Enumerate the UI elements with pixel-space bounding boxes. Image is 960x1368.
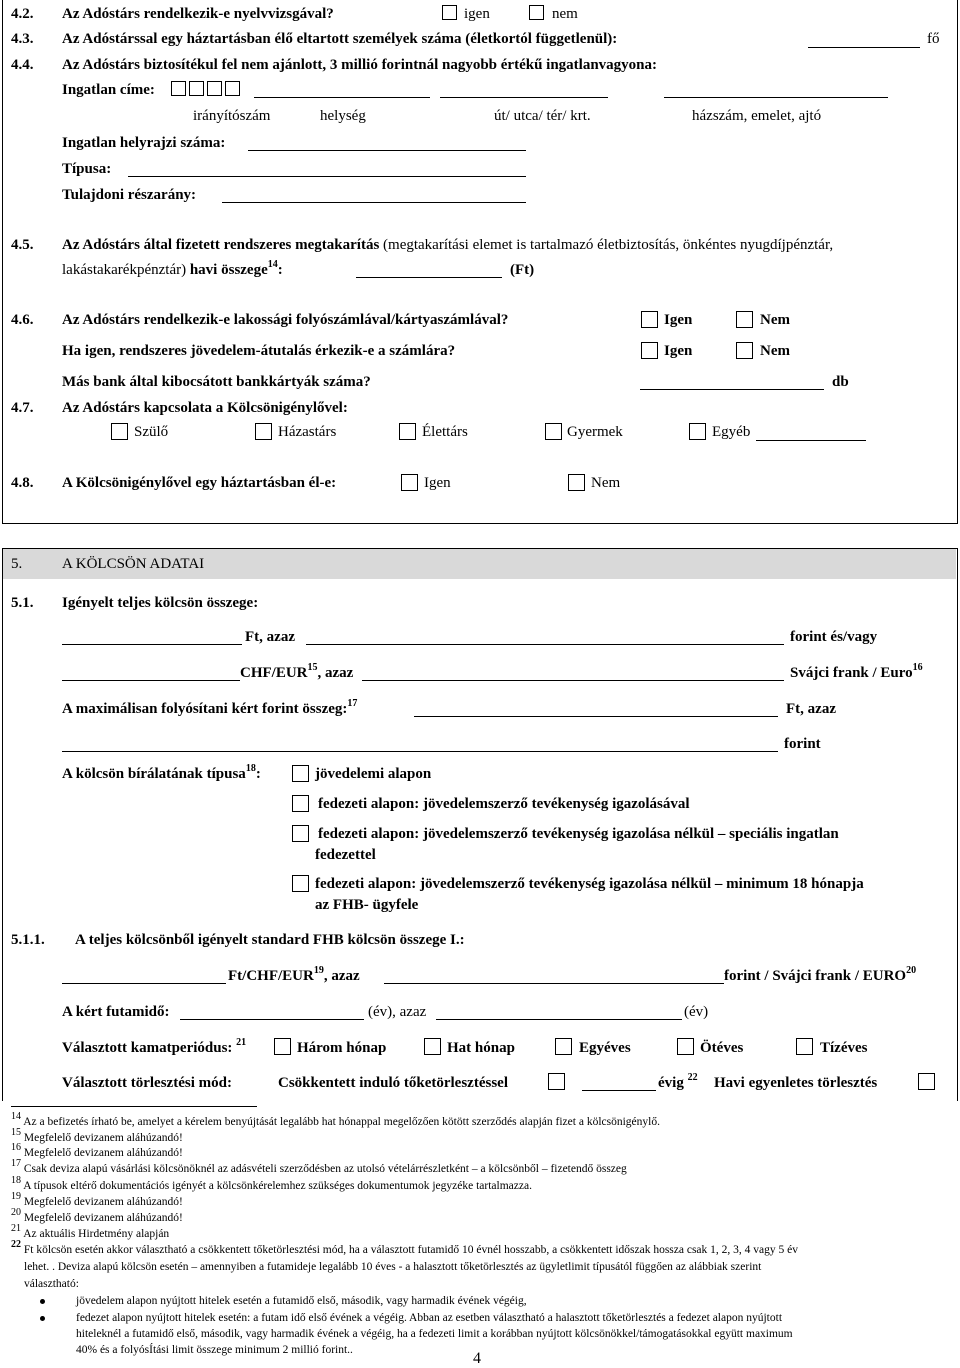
bullet-2-dot (40, 1316, 45, 1321)
q45-line1: Az Adóstárs által fizetett rendszeres megtakarítás (megtakarítási elemet is tartalmazó életbiztosítás, önkéntes nyugdíjpénztár, (62, 237, 834, 253)
bullet-1: jövedelem alapon nyújtott hitelek esetén a futamidő első, második, vagy harmadik évének végéig, (76, 1295, 527, 1307)
eval-collateral-client-label-2: az FHB- ügyfele (315, 897, 419, 913)
period-6m-checkbox[interactable] (424, 1038, 441, 1055)
eval-collateral-special-label-2: fedezettel (315, 847, 376, 863)
bullet-1-dot (40, 1299, 45, 1304)
q48-no-checkbox[interactable] (568, 474, 585, 491)
footnote-separator (11, 1106, 257, 1107)
rel-other-checkbox[interactable] (689, 423, 706, 440)
rel-parent-checkbox[interactable] (111, 423, 128, 440)
lot-input-line[interactable] (248, 150, 526, 151)
q46c-unit: db (832, 374, 849, 390)
footnote-18: $^{18}$ A típusok eltérő dokumentációs igényét a kölcsönkérelemhez szükséges dokumentumok jegyzéke tartalmazza. (11, 1175, 532, 1192)
std-amount-words-line[interactable] (384, 983, 724, 984)
eval-collateral-client-checkbox[interactable] (292, 875, 309, 892)
repay-years-input-line[interactable] (582, 1090, 656, 1091)
q51-number: 5.1. (11, 595, 34, 611)
q44-label: Az Adóstárs biztosítékul fel nem ajánlott, 3 millió forintnál nagyobb értékű ingatlanvagyona: (62, 57, 658, 73)
period-3m-label: Három hónap (297, 1040, 387, 1056)
repay-until-label: évig $^{22}$ (658, 1072, 698, 1091)
footnote-17: $^{17}$ Csak deviza alapú vásárlási kölcsönöknél az adásvételi szerződésben az utolsó vételárrészletként – a kölcsönből – fizetendő összeg (11, 1158, 627, 1175)
city-caption: helység (320, 108, 366, 124)
q47-label: Az Adóstárs kapcsolata a Kölcsönigénylővel: (62, 400, 348, 416)
repay-equal-checkbox[interactable] (918, 1073, 935, 1090)
address-label: Ingatlan címe: (62, 82, 155, 98)
share-input-line[interactable] (222, 202, 526, 203)
section-5-number: 5. (11, 556, 23, 572)
bullet-2: fedezet alapon nyújtott hitelek esetén: a futam idő első évének a végéig. Abban az esetben választható a halasztott tőketörlesztés a fedezet alapon nyújtott (76, 1312, 783, 1324)
q43-input-line[interactable] (808, 47, 920, 48)
q46b-yes-checkbox[interactable] (641, 342, 658, 359)
eval-collateral-special-label: fedezeti alapon: jövedelemszerző tevékenység igazolása nélkül – speciális ingatlan (318, 826, 839, 842)
footnote-15: $^{15}$ Megfelelő devizanem aláhúzandó! (11, 1127, 183, 1144)
eval-type-label: A kölcsön bírálatának típusa$^{18}$: (62, 763, 261, 782)
q48-yes-label: Igen (424, 475, 451, 491)
type-input-line[interactable] (128, 176, 526, 177)
q42-number: 4.2. (11, 6, 34, 22)
q45-line2: lakástakarékpénztár) havi összege$^{14}$: (62, 259, 283, 278)
q43-number: 4.3. (11, 31, 34, 47)
q46-yes-label: Igen (664, 312, 693, 328)
period-3m-checkbox[interactable] (274, 1038, 291, 1055)
period-5y-checkbox[interactable] (677, 1038, 694, 1055)
repay-label: Választott törlesztési mód: (62, 1075, 232, 1091)
q45-unit: (Ft) (510, 262, 535, 278)
rel-child-checkbox[interactable] (545, 423, 562, 440)
eval-collateral-special-checkbox[interactable] (292, 825, 309, 842)
zip-digit-1[interactable] (171, 81, 186, 96)
std-amount-words-unit: forint / Svájci frank / EURO$^{20}$ (724, 965, 917, 984)
rel-spouse-checkbox[interactable] (255, 423, 272, 440)
type-label: Típusa: (62, 161, 112, 177)
share-label: Tulajdoni részarány: (62, 187, 197, 203)
term-words-line[interactable] (436, 1019, 682, 1020)
house-input-line[interactable] (664, 97, 888, 98)
rel-child-label: Gyermek (567, 424, 623, 440)
max-amount-unit: Ft, azaz (786, 701, 836, 717)
rel-other-input-line[interactable] (756, 440, 866, 441)
amount-huf-words-line[interactable] (306, 644, 784, 645)
rel-parent-label: Szülő (134, 424, 169, 440)
repay-equal-label: Havi egyenletes törlesztés (714, 1075, 878, 1091)
bullet-2-line3: 40% és a folyósÍtási limit összege minimum 2 millió forint.. (76, 1344, 353, 1356)
q42-label: Az Adóstárs rendelkezik-e nyelvvizsgával? (62, 6, 334, 22)
zip-digit-2[interactable] (189, 81, 204, 96)
term-unit: (év), azaz (368, 1004, 427, 1020)
footnote-19: $^{19}$ Megfelelő devizanem aláhúzandó! (11, 1191, 183, 1208)
q42-yes-checkbox[interactable] (442, 5, 457, 20)
q44-number: 4.4. (11, 57, 34, 73)
q46b-no-label: Nem (760, 343, 790, 359)
q51-label: Igényelt teljes kölcsön összege: (62, 595, 259, 611)
q46b-label: Ha igen, rendszeres jövedelem-átutalás érkezik-e a számlára? (62, 343, 456, 359)
term-words-unit: (év) (684, 1004, 709, 1020)
q48-label: A Kölcsönigénylővel egy háztartásban él-e: (62, 475, 337, 491)
q45-number: 4.5. (11, 237, 34, 253)
amount-fx-words-line[interactable] (362, 680, 784, 681)
q42-yes-label: igen (464, 6, 490, 22)
q46b-no-checkbox[interactable] (736, 342, 753, 359)
house-caption: házszám, emelet, ajtó (692, 108, 822, 124)
lot-label: Ingatlan helyrajzi száma: (62, 135, 226, 151)
q43-unit: fő (927, 31, 940, 47)
std-amount-input-line[interactable] (62, 983, 226, 984)
footnote-22-line2: lehet. . Deviza alapú kölcsön esetén – amennyiben a futamideje legalább 10 éves - a halasztott tőketörlesztés az ügyletlimit típusától függően az alábbiak szerint (24, 1261, 762, 1273)
q46c-input-line[interactable] (640, 389, 824, 390)
footnote-20: $^{20}$ Megfelelő devizanem aláhúzandó! (11, 1207, 183, 1224)
period-5y-label: Ötéves (700, 1040, 744, 1056)
footnote-22-line3: választható: (24, 1278, 79, 1290)
period-10y-label: Tízéves (820, 1040, 868, 1056)
term-input-line[interactable] (180, 1019, 364, 1020)
q511-label: A teljes kölcsönből igényelt standard FHB kölcsön összege I.: (75, 932, 465, 948)
max-amount-label: A maximálisan folyósítani kért forint összeg:$^{17}$ (62, 698, 358, 717)
eval-income-checkbox[interactable] (292, 765, 309, 782)
period-10y-checkbox[interactable] (796, 1038, 813, 1055)
bullet-2-line2: hiteleknél a futamidő első, második, vagy harmadik évének a végéig, ha a fedezeti limit a korábban nyújtott kölcsönökkel/támogatásokkal együtt maximum (76, 1328, 793, 1340)
q46b-yes-label: Igen (664, 343, 693, 359)
amount-fx-unit: CHF/EUR$^{15}$, azaz (240, 662, 354, 681)
q47-number: 4.7. (11, 400, 34, 416)
amount-huf-words-unit: forint és/vagy (790, 629, 878, 645)
zip-digit-4[interactable] (225, 81, 240, 96)
q46-yes-checkbox[interactable] (641, 311, 658, 328)
eval-collateral-client-label: fedezeti alapon: jövedelemszerző tevékenység igazolása nélkül – minimum 18 hónapja (315, 876, 864, 892)
zip-caption: irányítószám (193, 108, 271, 124)
term-label: A kért futamidő: (62, 1004, 170, 1020)
amount-huf-unit: Ft, azaz (245, 629, 295, 645)
rel-spouse-label: Házastárs (278, 424, 337, 440)
footnote-22: $^{22}$ Ft kölcsön esetén akkor választható a csökkentett tőketörlesztési mód, ha a választott futamidő 10 évnél hosszabb, a csökkentett időszak hossza csak 1, 2, 3, 4 vagy 5 év (11, 1239, 798, 1256)
period-6m-label: Hat hónap (447, 1040, 515, 1056)
rel-partner-label: Élettárs (422, 424, 468, 440)
footnote-16: $^{16}$ Megfelelő devizanem aláhúzandó! (11, 1142, 183, 1159)
footnote-14: $^{14}$ Az a befizetés írható be, amelyet a kérelem benyújtását legalább hat hónappal megelőzően kötött szerződés alapján fizet a kölcsönigénylő. (11, 1111, 660, 1128)
max-amount-words-unit: forint (784, 736, 821, 752)
rel-other-label: Egyéb (712, 424, 751, 440)
city-input-line[interactable] (254, 97, 430, 98)
eval-income-label: jövedelemi alapon (315, 766, 432, 782)
repay-reduced-checkbox[interactable] (548, 1073, 565, 1090)
q42-no-checkbox[interactable] (529, 5, 544, 20)
q511-number: 5.1.1. (11, 932, 45, 948)
std-amount-unit: Ft/CHF/EUR$^{19}$, azaz (228, 965, 360, 984)
amount-fx-input-line[interactable] (62, 680, 240, 681)
max-amount-input-line[interactable] (414, 716, 778, 717)
q43-label: Az Adóstárssal egy háztartásban élő eltartott személyek száma (életkortól függetlenül): (62, 31, 618, 47)
period-1y-label: Egyéves (579, 1040, 631, 1056)
repay-reduced-label: Csökkentett induló tőketörlesztéssel (278, 1075, 508, 1091)
q46-no-checkbox[interactable] (736, 311, 753, 328)
q42-no-label: nem (552, 6, 578, 22)
amount-huf-input-line[interactable] (62, 644, 242, 645)
q45-input-line[interactable] (356, 277, 502, 278)
q48-no-label: Nem (591, 475, 621, 491)
eval-collateral-income-label: fedezeti alapon: jövedelemszerző tevékenység igazolásával (318, 796, 690, 812)
section-5-title: A KÖLCSÖN ADATAI (62, 556, 205, 572)
q46c-label: Más bank által kibocsátott bankkártyák száma? (62, 374, 371, 390)
period-label: Választott kamatperiódus: $^{21}$ (62, 1037, 247, 1056)
zip-digit-3[interactable] (207, 81, 222, 96)
q46-number: 4.6. (11, 312, 34, 328)
q48-number: 4.8. (11, 475, 34, 491)
period-1y-checkbox[interactable] (555, 1038, 572, 1055)
q46-no-label: Nem (760, 312, 790, 328)
q48-yes-checkbox[interactable] (401, 474, 418, 491)
amount-fx-words-unit: Svájci frank / Euro$^{16}$ (790, 662, 923, 681)
q46-label: Az Adóstárs rendelkezik-e lakossági folyószámlával/kártyaszámlával? (62, 312, 509, 328)
street-caption: út/ utca/ tér/ krt. (494, 108, 591, 124)
eval-collateral-income-checkbox[interactable] (292, 795, 309, 812)
rel-partner-checkbox[interactable] (399, 423, 416, 440)
street-input-line[interactable] (440, 97, 608, 98)
footnote-21: $^{21}$ Az aktuális Hirdetmény alapján (11, 1223, 170, 1240)
max-amount-words-line[interactable] (62, 751, 778, 752)
page-number: 4 (473, 1350, 481, 1367)
